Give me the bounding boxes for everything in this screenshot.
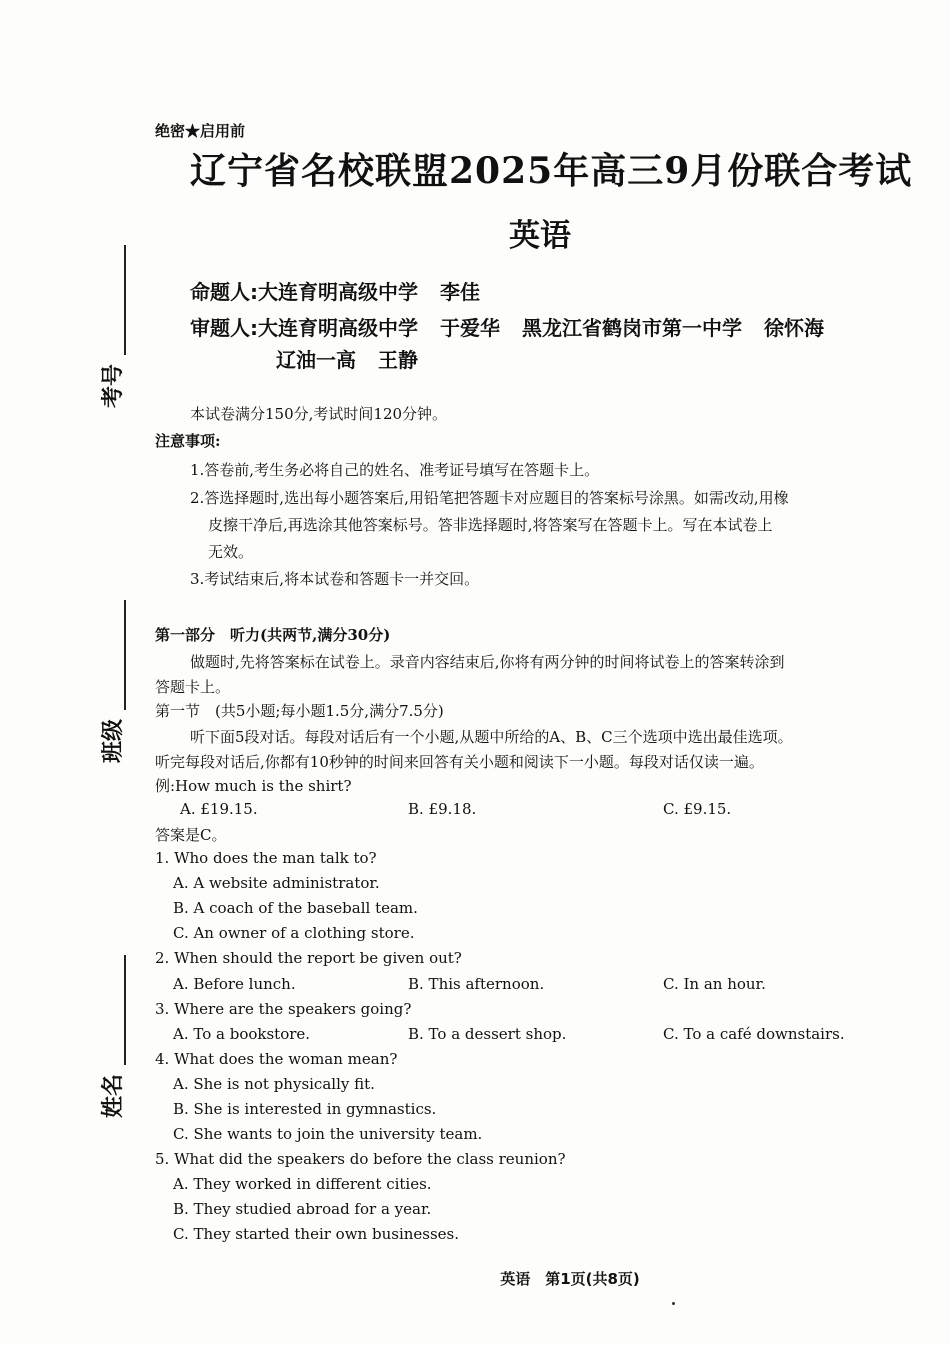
example-option-c: C. £9.15. xyxy=(663,800,732,818)
name-label: 姓名 xyxy=(101,1073,126,1118)
reviewer-name-3: 王静 xyxy=(378,348,418,372)
exam-intro: 本试卷满分150分,考试时间120分钟。 xyxy=(190,405,448,423)
question-3-option-b: B. To a dessert shop. xyxy=(408,1025,567,1043)
notice-item-2-cont: 皮擦干净后,再选涂其他答案标号。答非选择题时,将答案写在答题卡上。写在本试卷上 xyxy=(208,516,773,534)
setter-school: 大连育明高级中学 xyxy=(258,280,418,304)
reviewer-name-1: 于爱华 xyxy=(440,316,500,340)
reviewer-label: 审题人: xyxy=(190,316,258,340)
question-4-option-b: B. She is interested in gymnastics. xyxy=(173,1100,437,1118)
notice-heading: 注意事项: xyxy=(155,432,221,450)
reviewer-line-2 xyxy=(276,344,440,373)
part1-desc-cont: 答题卡上。 xyxy=(155,678,231,696)
question-3-option-c: C. To a café downstairs. xyxy=(663,1025,845,1043)
reviewer-line-1 xyxy=(190,312,846,341)
question-5-option-c: C. They started their own businesses. xyxy=(173,1225,460,1243)
exam-no-label: 考号 xyxy=(101,363,126,408)
class-label: 班级 xyxy=(101,718,126,763)
setter-name: 李佳 xyxy=(440,280,480,304)
question-1-option-a: A. A website administrator. xyxy=(173,874,380,892)
reviewer-school-1: 大连育明高级中学 xyxy=(258,316,418,340)
reviewer-school-2: 黑龙江省鹤岗市第一中学 xyxy=(522,316,742,340)
scan-speck xyxy=(672,1302,675,1305)
exam-subject: 英语 xyxy=(509,218,571,254)
example-question: 例:How much is the shirt? xyxy=(155,777,352,795)
question-2-option-b: B. This afternoon. xyxy=(408,975,545,993)
notice-item-2: 2.答选择题时,选出每小题答案后,用铅笔把答题卡对应题目的答案标号涂黑。如需改动,用橡 xyxy=(190,489,789,507)
example-answer: 答案是C。 xyxy=(155,826,227,844)
question-2-option-c: C. In an hour. xyxy=(663,975,766,993)
question-2: 2. When should the report be given out? xyxy=(155,949,462,967)
page-footer: 英语 第1页(共8页) xyxy=(500,1270,640,1288)
part1-heading: 第一部分 听力(共两节,满分30分) xyxy=(155,626,391,644)
question-5: 5. What did the speakers do before the class reunion? xyxy=(155,1150,566,1168)
exam-title: 辽宁省名校联盟2025年高三9月份联合考试 xyxy=(190,150,913,192)
confidential-mark: 绝密★启用前 xyxy=(155,122,246,140)
reviewer-name-2: 徐怀海 xyxy=(764,316,824,340)
part1-desc: 做题时,先将答案标在试卷上。录音内容结束后,你将有两分钟的时间将试卷上的答案转涂到 xyxy=(190,653,785,671)
question-4-option-c: C. She wants to join the university team. xyxy=(173,1125,483,1143)
question-4: 4. What does the woman mean? xyxy=(155,1050,398,1068)
question-1-option-c: C. An owner of a clothing store. xyxy=(173,924,415,942)
section1-heading: 第一节 (共5小题;每小题1.5分,满分7.5分) xyxy=(155,702,444,720)
section1-instructions: 听下面5段对话。每段对话后有一个小题,从题中所给的A、B、C三个选项中选出最佳选项。 xyxy=(190,728,793,746)
exam-no-blank-line xyxy=(124,245,126,355)
notice-item-3: 3.考试结束后,将本试卷和答题卡一并交回。 xyxy=(190,570,480,588)
question-5-option-b: B. They studied abroad for a year. xyxy=(173,1200,432,1218)
example-option-a: A. £19.15. xyxy=(180,800,258,818)
class-blank-line xyxy=(124,600,126,710)
question-5-option-a: A. They worked in different cities. xyxy=(173,1175,432,1193)
question-3-option-a: A. To a bookstore. xyxy=(173,1025,311,1043)
notice-item-1: 1.答卷前,考生务必将自己的姓名、准考证号填写在答题卡上。 xyxy=(190,461,600,479)
section1-instructions-cont: 听完每段对话后,你都有10秒钟的时间来回答有关小题和阅读下一小题。每段对话仅读一遍。 xyxy=(155,753,764,771)
name-blank-line xyxy=(124,955,126,1065)
reviewer-school-3: 辽油一高 xyxy=(276,348,356,372)
question-1-option-b: B. A coach of the baseball team. xyxy=(173,899,418,917)
question-4-option-a: A. She is not physically fit. xyxy=(173,1075,375,1093)
notice-item-2-end: 无效。 xyxy=(208,543,254,561)
setter-line xyxy=(190,276,502,305)
question-1: 1. Who does the man talk to? xyxy=(155,849,377,867)
question-2-option-a: A. Before lunch. xyxy=(173,975,296,993)
setter-label: 命题人: xyxy=(190,280,258,304)
example-option-b: B. £9.18. xyxy=(408,800,477,818)
question-3: 3. Where are the speakers going? xyxy=(155,1000,412,1018)
